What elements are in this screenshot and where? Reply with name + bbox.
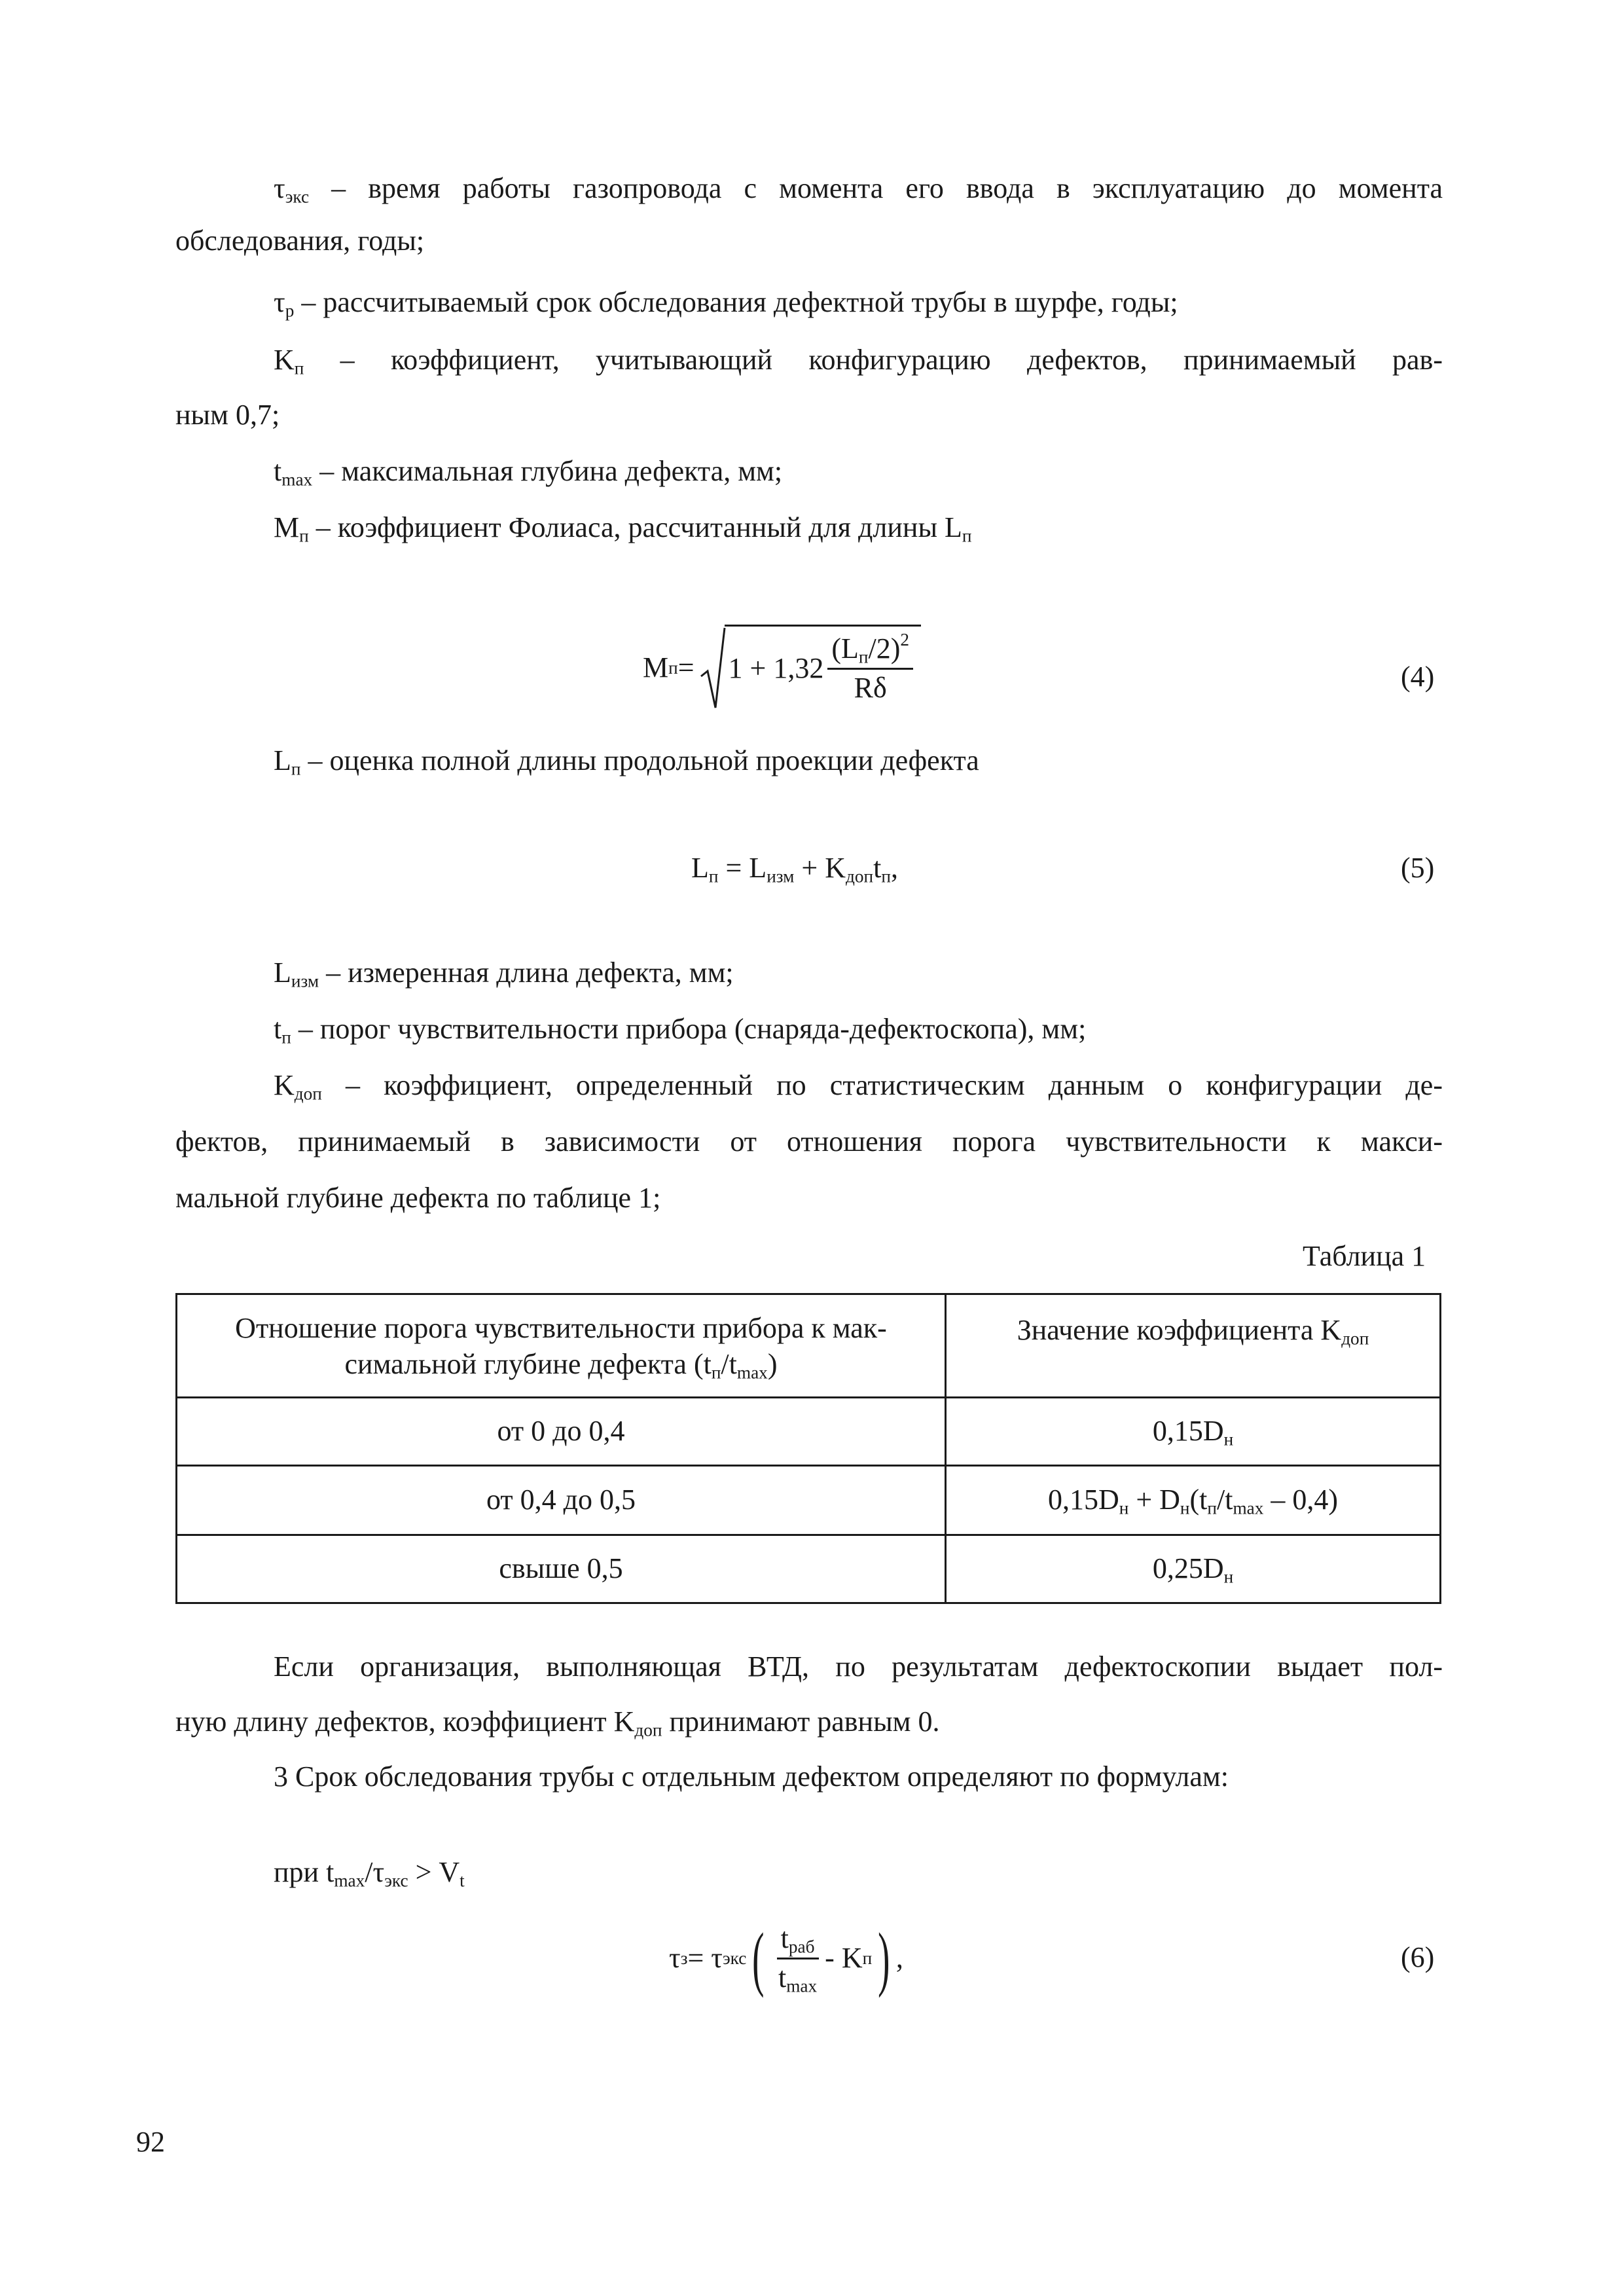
table-header-coefficient: Значение коэффициента $K_{доп}$	[946, 1294, 1441, 1398]
radicand: 1 + 1,32 $\frac{(L_п/2)^2}{R\delta}$	[725, 625, 921, 706]
equation-4: M п = 1 + 1,32 $\frac{(L_п/2)^2}{R\delta}$	[643, 622, 921, 714]
table-row	[177, 1466, 1441, 1535]
table-cell-range: свыше 0,5	[177, 1535, 946, 1603]
left-paren: (	[752, 1918, 765, 1998]
def-k-n-cont: ным 0,7;	[175, 399, 280, 431]
radical-sign	[700, 625, 726, 710]
def-k-dop: $K_{доп}$ – коэффициент, определенный по статистическим данным о конфигурации де-	[274, 1069, 1443, 1104]
item-3: 3 Срок обследования трубы с отдельным дефектом определяют по формулам:	[274, 1760, 1229, 1793]
def-l-izm: $L_{изм}$ – измеренная длина дефекта, мм;	[274, 957, 734, 991]
para-vtd-line2: ную длину дефектов, коэффициент $K_{доп}$ принимают равным 0.	[175, 1705, 940, 1740]
eq4-fraction: $\frac{(L_п/2)^2}{R\delta}$	[827, 632, 913, 706]
eq6-fraction: $\frac{t_{раб}}{t_{max}}$	[774, 1922, 821, 1995]
table-row	[177, 1398, 1441, 1466]
table-cell-range: от 0 до 0,4	[177, 1398, 946, 1466]
def-k-n: $K_п$ – коэффициент, учитывающий конфигурацию дефектов, принимаемый рав-	[274, 344, 1443, 378]
equation-6: τ з = τ экс ( $\frac{t_{раб}}{t_{max}}$ - K п ) ,	[669, 1918, 903, 1998]
def-m-n: $M_п$ – коэффициент Фолиаса, рассчитанный для длины $L_п$	[274, 511, 972, 546]
table-header-row	[177, 1294, 1441, 1398]
def-t-max: $t_{max}$ – максимальная глубина дефекта, мм;	[274, 455, 783, 490]
table-cell-range: от 0,4 до 0,5	[177, 1466, 946, 1535]
table-1	[175, 1293, 1441, 1604]
table-cell-value: $0,25D_н$	[946, 1535, 1441, 1603]
def-t-eks-cont: обследования, годы;	[175, 225, 425, 257]
def-t-eks-line1: $\tau_{экс}$ – время работы газопровода с момента его ввода в эксплуатацию до момента	[274, 172, 1443, 207]
def-l-n: $L_п$ – оценка полной длины продольной проекции дефекта	[274, 744, 979, 779]
def-t-r: $\tau_р$ – рассчитываемый срок обследования дефектной трубы в шурфе, годы;	[274, 286, 1178, 321]
def-t-eks	[274, 172, 1443, 206]
equation-4-number: (4)	[1401, 661, 1435, 693]
table-caption: Таблица 1	[1303, 1240, 1426, 1272]
def-t-p: $t_п$ – порог чувствительности прибора (снаряда-дефектоскопа), мм;	[274, 1013, 1087, 1048]
table-cell-value: $0,15D_н$	[946, 1398, 1441, 1466]
page-number: 92	[136, 2126, 165, 2158]
equation-5: $L_п = L_{изм} + K_{доп}t_п$,	[691, 852, 898, 886]
table-row	[177, 1535, 1441, 1603]
table-cell-value: $0,15D_н + D_н(t_п/t_{max} - 0,4)$	[946, 1466, 1441, 1535]
equation-6-number: (6)	[1401, 1941, 1435, 1973]
def-k-dop-line2: фектов, принимаемый в зависимости от отношения порога чувствительности к макси-	[175, 1125, 1443, 1157]
table-header-ratio: Отношение порога чувствительности прибора к мак- симальной глубине дефекта $(t_п/t_{max})$	[177, 1294, 946, 1398]
condition: при $t_{max}/\tau_{экс} > V_t$	[274, 1856, 465, 1891]
equation-5-number: (5)	[1401, 852, 1435, 884]
def-k-dop-line3: мальной глубине дефекта по таблице 1;	[175, 1182, 661, 1214]
right-paren: )	[878, 1918, 890, 1998]
para-vtd-line1: Если организация, выполняющая ВТД, по результатам дефектоскопии выдает пол-	[274, 1650, 1443, 1683]
